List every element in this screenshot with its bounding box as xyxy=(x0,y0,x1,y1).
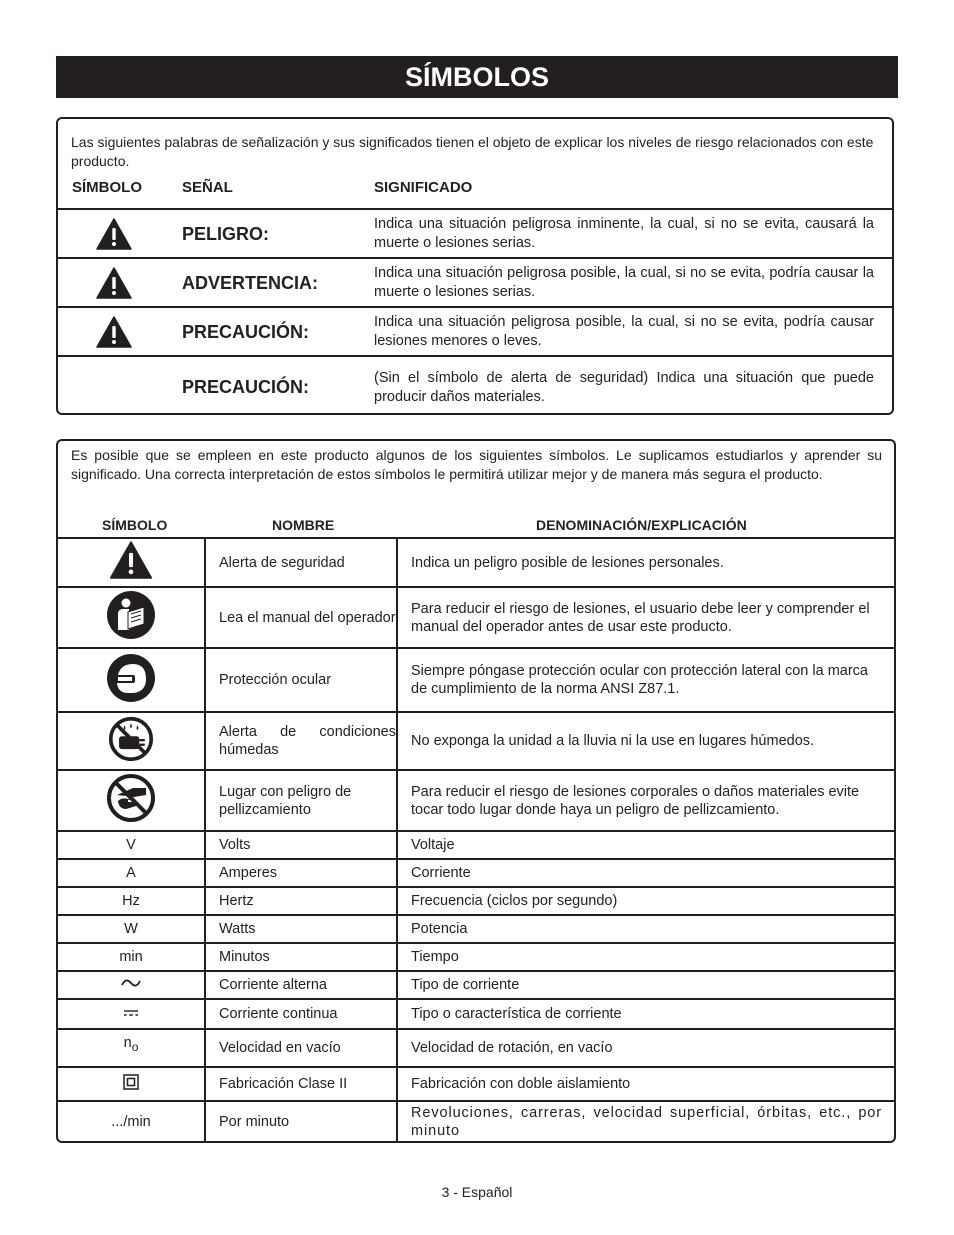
symbol-cell: A xyxy=(57,859,205,887)
name-cell: Corriente continua xyxy=(205,999,397,1029)
explanation-cell: Corriente xyxy=(397,859,895,887)
header-symbol: SÍMBOLO xyxy=(72,179,142,196)
symbol-cell xyxy=(57,1067,205,1101)
signal-meaning: Indica una situación peligrosa inminente, la cual, si no se evita, causará la muerte o lesiones serias. xyxy=(374,216,874,251)
name-cell: Alerta de condiciones húmedas xyxy=(205,712,397,770)
table-row xyxy=(57,587,895,648)
name-cell: Volts xyxy=(205,831,397,859)
name-cell: Por minuto xyxy=(205,1101,397,1143)
header-signal: SEÑAL xyxy=(182,179,233,196)
page-footer: 3 - Español xyxy=(441,1184,513,1200)
symbol-cell: W xyxy=(57,915,205,943)
safety-alert-icon xyxy=(109,541,153,579)
name-cell: Watts xyxy=(205,915,397,943)
read-manual-icon xyxy=(106,590,156,640)
name-cell: Minutos xyxy=(205,943,397,971)
explanation-cell: Fabricación con doble aislamiento xyxy=(397,1067,895,1101)
table-row xyxy=(57,859,895,887)
wet-conditions-icon xyxy=(108,716,154,762)
warning-triangle-icon xyxy=(96,267,132,299)
signal-row-advertencia xyxy=(58,257,892,306)
symbols-intro: Es posible que se empleen en este producto algunos de los siguientes símbolos. Le suplicamos estudiarlos y aprender su significado. Una correcta interpretación de estos símbolos le permitirá utilizar mejor y de manera más segura el producto. xyxy=(71,447,882,482)
symbol-cell xyxy=(57,587,205,648)
explanation-cell: Para reducir el riesgo de lesiones, el usuario debe leer y comprender el manual del operador antes de usar este producto. xyxy=(397,587,895,648)
signal-intro: Las siguientes palabras de señalización y sus significados tienen el objeto de explicar los niveles de riesgo relacionados con este producto. xyxy=(71,134,874,169)
symbol-cell: Hz xyxy=(57,887,205,915)
warning-triangle-icon xyxy=(96,218,132,250)
class-ii-icon xyxy=(123,1074,139,1090)
name-cell: Fabricación Clase II xyxy=(205,1067,397,1101)
table-row xyxy=(57,770,895,831)
table-row xyxy=(57,648,895,712)
table-row xyxy=(57,1067,895,1101)
signal-meaning: Indica una situación peligrosa posible, la cual, si no se evita, podría causar la muerte o lesiones serias. xyxy=(374,265,874,300)
symbol-cell xyxy=(57,648,205,712)
name-cell: Velocidad en vacío xyxy=(205,1029,397,1067)
name-cell: Amperes xyxy=(205,859,397,887)
header-name: NOMBRE xyxy=(272,517,335,533)
warning-triangle-icon xyxy=(96,316,132,348)
signal-meaning: Indica una situación peligrosa posible, la cual, si no se evita, podría causar lesiones menores o leves. xyxy=(374,314,874,349)
symbols-box xyxy=(56,439,896,1143)
explanation-cell: Indica un peligro posible de lesiones personales. xyxy=(397,538,895,587)
header-meaning: SIGNIFICADO xyxy=(374,179,473,196)
pinch-point-icon xyxy=(106,773,156,823)
name-cell: Protección ocular xyxy=(205,648,397,712)
no-load-speed-subscript: o xyxy=(131,1039,139,1054)
signal-word: ADVERTENCIA: xyxy=(182,273,319,293)
table-row xyxy=(57,831,895,859)
symbol-cell: .../min xyxy=(57,1101,205,1143)
table-row xyxy=(57,915,895,943)
table-row xyxy=(57,712,895,770)
explanation-cell: Para reducir el riesgo de lesiones corporales o daños materiales evite tocar todo lugar donde haya un peligro de pellizcamiento. xyxy=(397,770,895,831)
symbols-table xyxy=(56,537,896,1143)
signal-word: PELIGRO: xyxy=(182,224,270,244)
table-row xyxy=(57,538,895,587)
explanation-cell: Siempre póngase protección ocular con protección lateral con la marca de cumplimiento de la norma ANSI Z87.1. xyxy=(397,648,895,712)
explanation-cell: Tipo de corriente xyxy=(397,971,895,999)
symbol-cell: V xyxy=(57,831,205,859)
explanation-cell: No exponga la unidad a la lluvia ni la use en lugares húmedos. xyxy=(397,712,895,770)
name-cell: Lugar con peligro de pellizcamiento xyxy=(205,770,397,831)
symbol-cell xyxy=(57,999,205,1029)
name-cell: Corriente alterna xyxy=(205,971,397,999)
no-load-speed-symbol: n xyxy=(123,1035,132,1051)
signal-row-precaucion-no-symbol xyxy=(58,355,892,415)
symbol-cell xyxy=(57,538,205,587)
name-cell: Lea el manual del operador xyxy=(205,587,397,648)
direct-current-icon xyxy=(123,1008,139,1018)
table-row xyxy=(57,1101,895,1143)
explanation-cell: Frecuencia (ciclos por segundo) xyxy=(397,887,895,915)
symbol-cell xyxy=(57,971,205,999)
signal-word: PRECAUCIÓN: xyxy=(182,377,310,397)
signal-row-precaucion xyxy=(58,306,892,355)
table-row xyxy=(57,887,895,915)
explanation-cell: Revoluciones, carreras, velocidad superficial, órbitas, etc., por minuto xyxy=(397,1101,895,1143)
eye-protection-icon xyxy=(106,653,156,703)
signal-row-peligro xyxy=(58,208,892,257)
explanation-cell: Tiempo xyxy=(397,943,895,971)
symbol-cell xyxy=(57,770,205,831)
table-row xyxy=(57,943,895,971)
symbol-cell: min xyxy=(57,943,205,971)
name-cell: Hertz xyxy=(205,887,397,915)
explanation-cell: Velocidad de rotación, en vacío xyxy=(397,1029,895,1067)
page-title: SÍMBOLOS xyxy=(56,56,898,98)
signal-word: PRECAUCIÓN: xyxy=(182,322,310,342)
table-row xyxy=(57,1029,895,1067)
signal-words-box xyxy=(56,117,894,415)
name-cell: Alerta de seguridad xyxy=(205,538,397,587)
symbol-cell xyxy=(57,1029,205,1067)
header-symbol: SÍMBOLO xyxy=(102,517,168,533)
header-explanation: DENOMINACIÓN/EXPLICACIÓN xyxy=(536,517,747,533)
table-row xyxy=(57,999,895,1029)
explanation-cell: Tipo o característica de corriente xyxy=(397,999,895,1029)
explanation-cell: Potencia xyxy=(397,915,895,943)
symbol-cell xyxy=(57,712,205,770)
table-row xyxy=(57,971,895,999)
explanation-cell: Voltaje xyxy=(397,831,895,859)
signal-meaning: (Sin el símbolo de alerta de seguridad) Indica una situación que puede producir daños materiales. xyxy=(374,370,874,405)
alternating-current-icon xyxy=(120,976,142,990)
